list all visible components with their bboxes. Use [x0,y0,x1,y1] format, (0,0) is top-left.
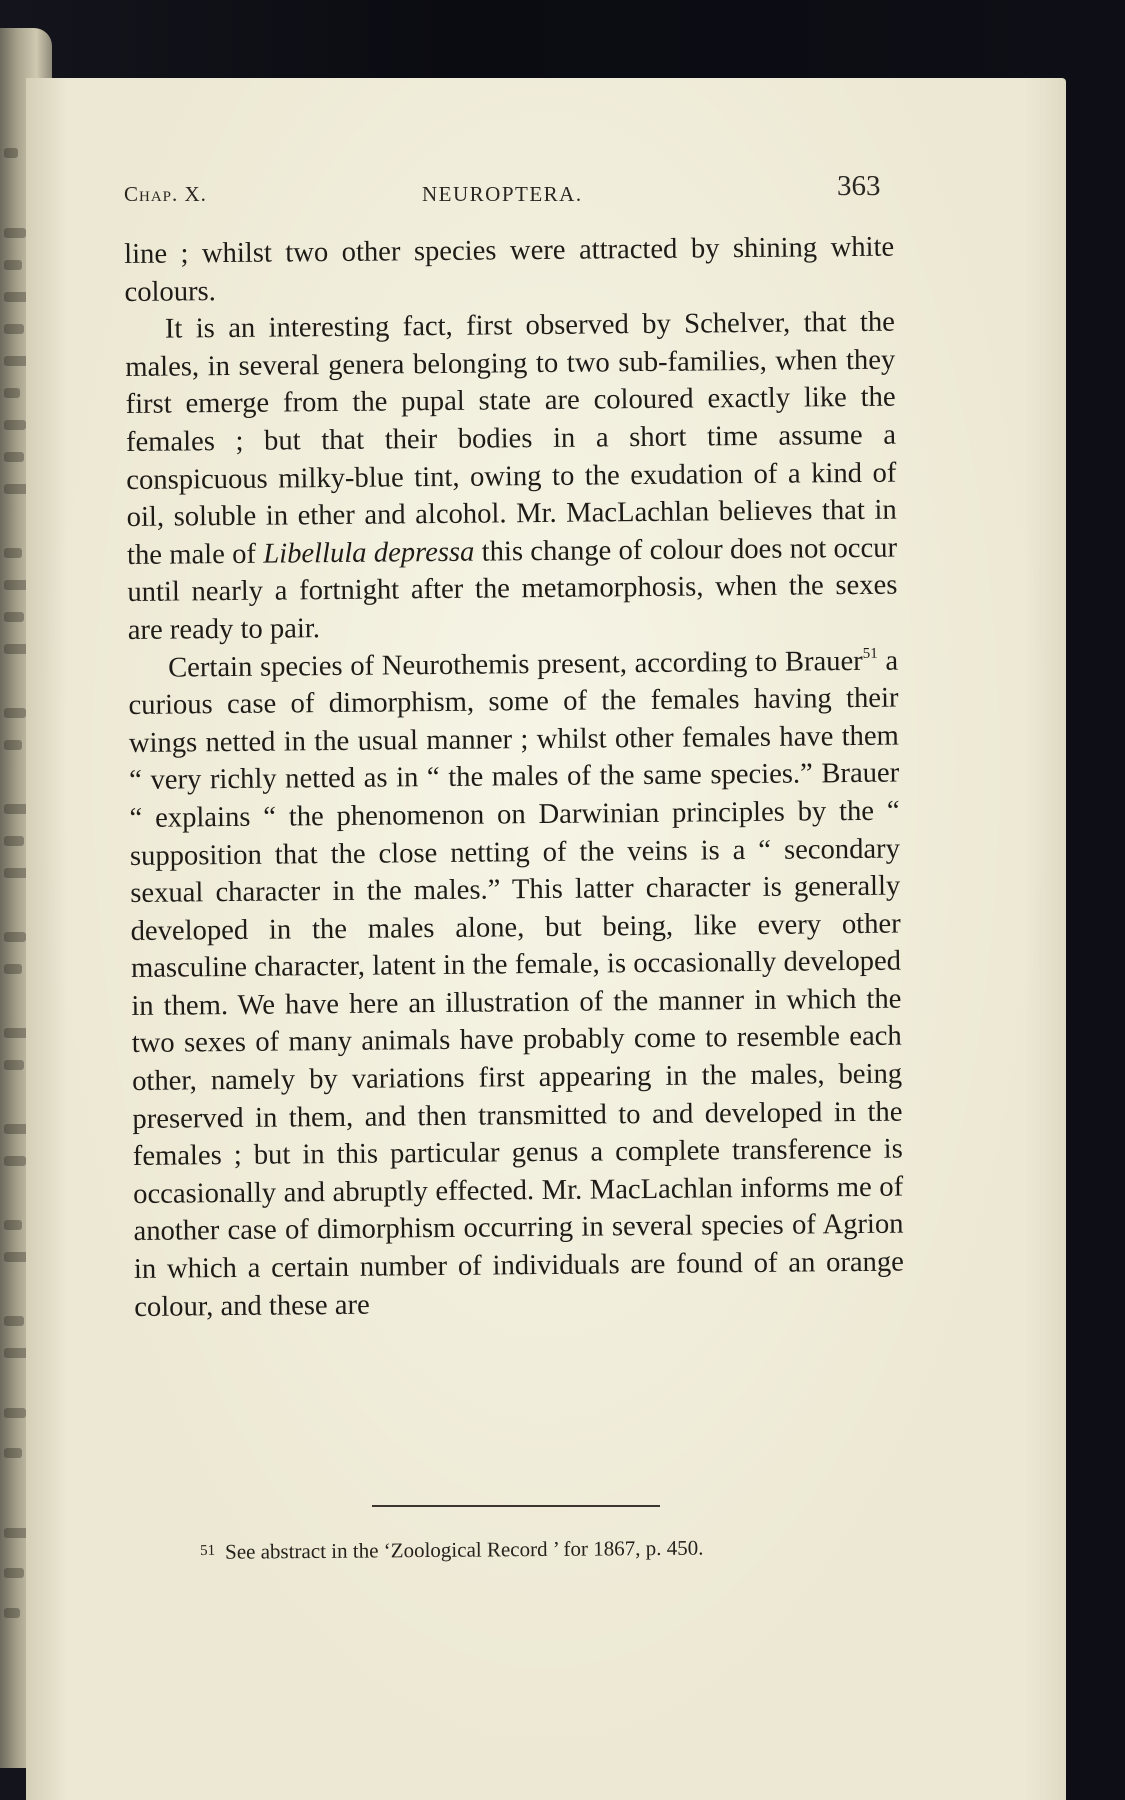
paragraph-3: Certain species of Neurothemis present, according to Brauer$^{51}$ a curious case of dimorphism, some of the females having their wings netted in the usual manner ; whilst other females have them “ very richly netted as in “ the males of the same species.” Brauer “ explains “ the phenomenon on Darwinian principles by the “ supposition that the close netting of the veins is a “ secondary sexual character in the males.” This latter character is generally developed in the males alone, but being, like every other masculine character, latent in the female, is occasionally developed in them. We have here an illustration of the manner in which the two sexes of many animals have probably come to resemble each other, namely by variations first appearing in the males, being preserved in them, and then transmitted to and developed in the females ; but in this particular genus a complete transference is occasionally and abruptly effected. Mr. MacLachlan informs me of another case of dimorphism occurring in several species of Agrion in which a certain number of individuals are found of an orange colour, and these are [128,645,905,1323]
body-text [124,229,904,1327]
footnote-text: See abstract in the ‘Zoological Record ’ for 1867, p. 450. [224,1535,704,1564]
page-number: 363 [837,170,881,202]
footnote-divider [372,1505,660,1507]
section-title: NEUROPTERA. [422,182,583,206]
paragraph-2: It is an interesting fact, first observed by Schelver, that the males, in several genera belonging to two sub-families, when they first emerge from the pupal state are coloured exactly like the females ; but that their bodies in a short time assume a conspicuous milky-blue tint, owing to the exudation of a kind of oil, soluble in ether and alcohol. Mr. MacLachlan believes that in the male of Libellula depressa this change of colour does not occur until nearly a fortnight after the metamorphosis, when the sexes are ready to pair. [125,306,898,646]
running-header [124,170,894,210]
footnote-reference: 51 [862,645,878,662]
paragraph-1: line ; whilst two other species were attracted by shining white colours. [124,231,895,308]
chapter-label: Chap. X. [124,182,207,206]
species-name-italic: Libellula depressa [263,536,475,570]
footnote-marker: 51 [200,1542,216,1559]
